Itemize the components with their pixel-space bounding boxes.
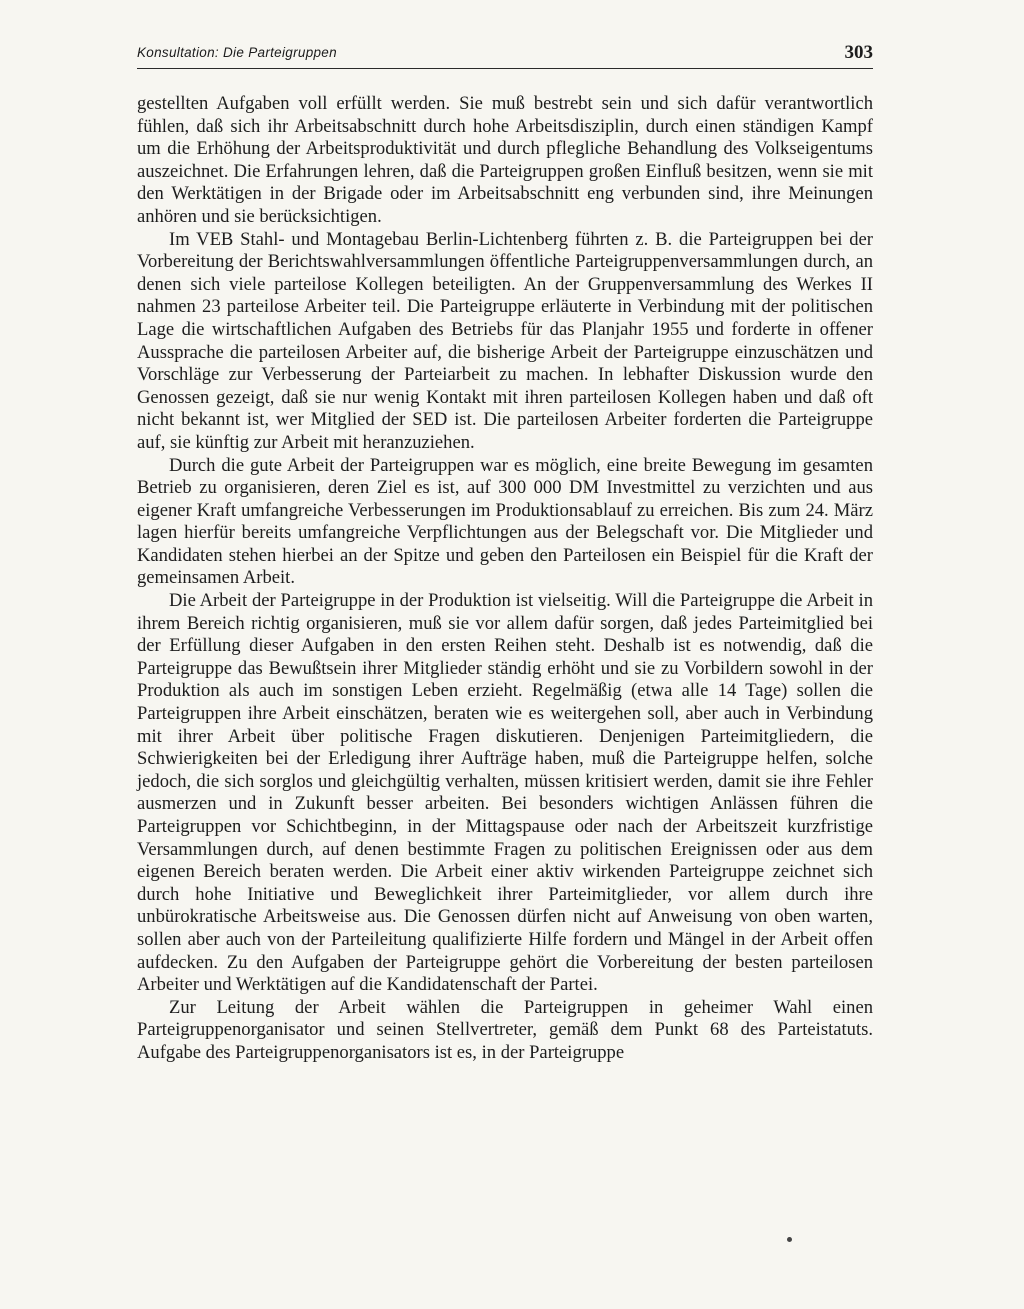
paragraph-2: Im VEB Stahl- und Montagebau Berlin-Lichtenberg führten z. B. die Parteigruppen bei der Vorbereitung der Berichtswahlversammlungen öffentliche Parteigruppenversammlungen durch, an denen sich viele parteilose Kollegen beteiligten. An der Gruppenversammlung des Werkes II nahmen 23 parteilose Arbeiter teil. Die Parteigruppe erläuterte in Verbindung mit der politischen Lage die wirtschaftlichen Aufgaben des Betriebs für das Planjahr 1955 und forderte in offener Aussprache die parteilosen Arbeiter auf, die bisherige Arbeit der Parteigruppe einzuschätzen und Vorschläge zur Verbesserung der Parteiarbeit zu machen. In lebhafter Diskussion wurde den Genossen gezeigt, daß sie nur wenig Kontakt mit ihren parteilosen Kollegen haben und daß oft nicht bekannt ist, wer Mitglied der SED ist. Die parteilosen Arbeiter forderten die Parteigruppe auf, sie künftig zur Arbeit mit heranzuziehen. (137, 228, 873, 453)
running-title: Konsultation: Die Parteigruppen (137, 45, 337, 60)
body-text (137, 93, 873, 1065)
paragraph-3: Durch die gute Arbeit der Parteigruppen war es möglich, eine breite Bewegung im gesamten Betrieb zu organisieren, deren Ziel es ist, auf 300 000 DM Investmittel zu verzichten und aus eigener Kraft umfangreiche Verbesserungen im Produktionsablauf zu erreichen. Bis zum 24. März lagen hierfür bereits umfangreiche Verpflichtungen aus der Belegschaft vor. Die Mitglieder und Kandidaten stehen hierbei an der Spitze und geben den Parteilosen ein Beispiel für die Kraft der gemeinsamen Arbeit. (137, 454, 873, 589)
paragraph-4: Die Arbeit der Parteigruppe in der Produktion ist vielseitig. Will die Parteigruppe die Arbeit in ihrem Bereich richtig organisieren, muß sie vor allem dafür sorgen, daß jedes Parteimitglied bei der Erfüllung dieser Aufgaben in den ersten Reihen steht. Deshalb ist es notwendig, daß die Parteigruppe das Bewußtsein ihrer Mitglieder ständig erhöht und sie zu Vorbildern sowohl in der Produktion als auch im sonstigen Leben erzieht. Regelmäßig (etwa alle 14 Tage) sollen die Parteigruppen ihre Arbeit einschätzen, beraten wie es weitergehen soll, aber auch in Verbindung mit ihrer Arbeit über politische Fragen diskutieren. Denjenigen Parteimitgliedern, die Schwierigkeiten bei der Erledigung ihrer Aufträge haben, muß die Parteigruppe helfen, solche jedoch, die sich sorglos und gleichgültig verhalten, müssen kritisiert werden, damit sie ihre Fehler ausmerzen und in Zukunft besser arbeiten. Bei besonders wichtigen Anlässen führen die Parteigruppen vor Schichtbeginn, in der Mittagspause oder nach der Arbeitszeit kurzfristige Versammlungen durch, auf denen bestimmte Fragen zu politischen Ereignissen oder aus dem eigenen Bereich beraten werden. Die Arbeit einer aktiv wirkenden Parteigruppe zeichnet sich durch hohe Initiative und Beweglichkeit ihrer Parteimitglieder, vor allem durch ihre unbürokratische Arbeitsweise aus. Die Genossen dürfen nicht auf Anweisung von oben warten, sollen aber auch von der Parteileitung qualifizierte Hilfe fordern und Mängel in der Arbeit offen aufdecken. Zu den Aufgaben der Parteigruppe gehört die Vorbereitung der besten parteilosen Arbeiter und Werktätigen auf die Kandidatenschaft der Partei. (137, 590, 873, 996)
running-header (137, 42, 873, 69)
page-number: 303 (844, 42, 873, 63)
paragraph-5: Zur Leitung der Arbeit wählen die Parteigruppen in geheimer Wahl einen Parteigruppenorganisator und seinen Stellvertreter, gemäß dem Punkt 68 des Parteistatuts. Aufgabe des Parteigruppenorganisators ist es, in der Parteigruppe (137, 996, 873, 1063)
print-speck-mark (787, 1237, 792, 1242)
paragraph-1: gestellten Aufgaben voll erfüllt werden. Sie muß bestrebt sein und sich dafür verantwortlich fühlen, daß sich ihr Arbeitsabschnitt durch hohe Arbeitsdisziplin, durch einen ständigen Kampf um die Erhöhung der Arbeitsproduktivität und durch pflegliche Behandlung des Volkseigentums auszeichnet. Die Erfahrungen lehren, daß die Parteigruppen großen Einfluß besitzen, wenn sie mit den Werktätigen in der Brigade oder im Arbeitsabschnitt eng verbunden sind, ihre Meinungen anhören und sie berücksichtigen. (137, 93, 873, 227)
